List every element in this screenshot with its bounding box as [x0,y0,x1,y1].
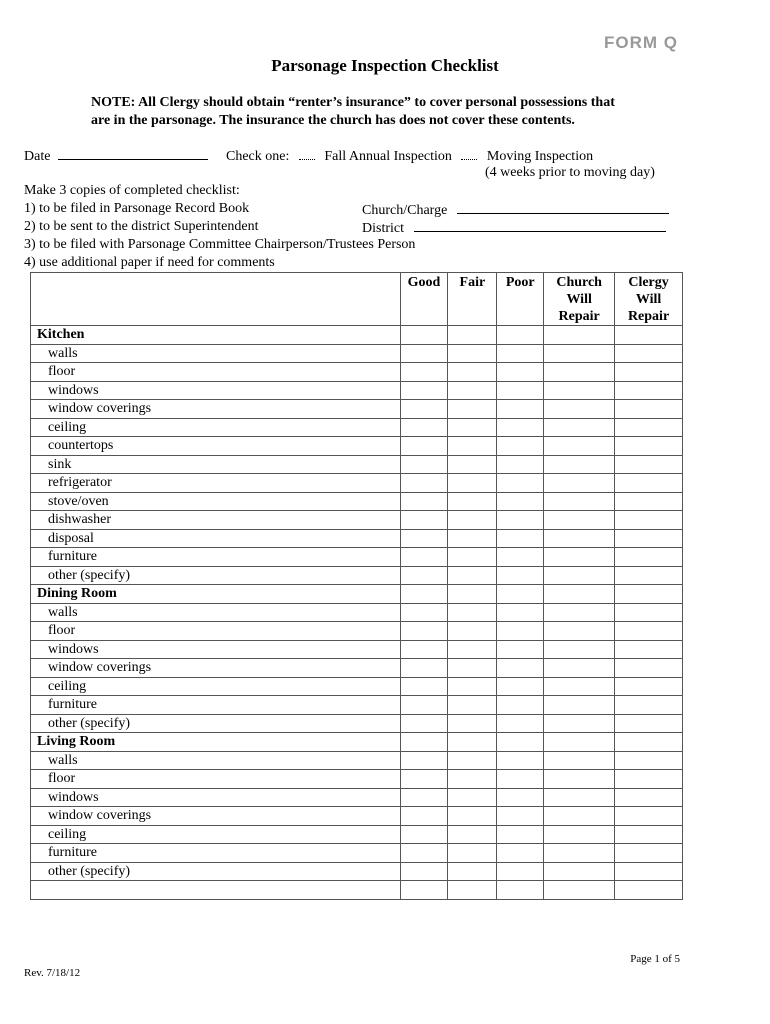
clergy-will-repair-cell[interactable] [615,529,683,548]
good-cell[interactable] [400,585,448,604]
good-cell[interactable] [400,788,448,807]
poor-cell[interactable] [497,770,544,789]
clergy-will-repair-cell[interactable] [615,881,683,900]
date-label: Date [24,149,51,164]
clergy-will-repair-cell[interactable] [615,714,683,733]
fair-cell[interactable] [448,640,497,659]
poor-cell[interactable] [497,492,544,511]
fair-cell[interactable] [448,566,497,585]
check-one-row [226,146,593,166]
good-cell[interactable] [400,455,448,474]
page-number: Page 1 of 5 [630,953,680,965]
fair-cell[interactable] [448,363,497,382]
poor-cell[interactable] [497,714,544,733]
good-cell[interactable] [400,437,448,456]
good-cell[interactable] [400,492,448,511]
copies-item: 4) use additional paper if need for comments [24,255,275,270]
church-will-repair-cell[interactable] [544,677,615,696]
fair-cell[interactable] [448,326,497,345]
checklist-item-label: refrigerator [31,474,401,493]
copies-item: 3) to be filed with Parsonage Committee Chairperson/Trustees Person [24,237,416,252]
fair-cell[interactable] [448,844,497,863]
clergy-will-repair-cell[interactable] [615,844,683,863]
poor-cell[interactable] [497,418,544,437]
church-will-repair-cell[interactable] [544,622,615,641]
poor-cell[interactable] [497,548,544,567]
date-row [24,146,208,166]
table-row [31,844,683,863]
church-header-line: Repair [558,309,600,324]
checklist-item-label: ceiling [31,418,401,437]
fair-cell[interactable] [448,751,497,770]
checklist-item-label: other (specify) [31,566,401,585]
clergy-will-repair-cell[interactable] [615,807,683,826]
church-will-repair-cell[interactable] [544,363,615,382]
church-will-repair-cell[interactable] [544,529,615,548]
checklist-item-label: other (specify) [31,862,401,881]
poor-cell[interactable] [497,603,544,622]
district-row [362,218,666,238]
poor-cell[interactable] [497,511,544,530]
table-row [31,400,683,419]
church-will-repair-cell[interactable] [544,825,615,844]
church-will-repair-cell[interactable] [544,844,615,863]
checklist-item-label: sink [31,455,401,474]
good-cell[interactable] [400,825,448,844]
note-line-2: are in the parsonage. The insurance the church has does not cover these contents. [91,113,575,128]
church-will-repair-cell[interactable] [544,585,615,604]
poor-cell[interactable] [497,696,544,715]
checklist-item-label: windows [31,381,401,400]
church-will-repair-cell[interactable] [544,659,615,678]
table-row [31,455,683,474]
church-will-repair-cell[interactable] [544,751,615,770]
item-column-header [31,273,401,326]
clergy-will-repair-cell[interactable] [615,381,683,400]
poor-cell[interactable] [497,862,544,881]
table-row [31,825,683,844]
moving-inspection-label: Moving Inspection [486,149,594,164]
date-field[interactable] [58,146,208,160]
checklist-item-label: dishwasher [31,511,401,530]
clergy-will-repair-cell[interactable] [615,585,683,604]
fair-cell[interactable] [448,622,497,641]
inspection-checklist-table [30,272,683,900]
room-name: Kitchen [31,326,401,345]
church-will-repair-cell[interactable] [544,381,615,400]
fair-cell[interactable] [448,529,497,548]
church-will-repair-cell[interactable] [544,603,615,622]
clergy-will-repair-cell[interactable] [615,548,683,567]
table-row [31,807,683,826]
table-row [31,622,683,641]
church-charge-row [362,200,669,220]
church-charge-field[interactable] [457,200,669,214]
checklist-item-label: ceiling [31,677,401,696]
fair-cell[interactable] [448,696,497,715]
checklist-body [31,326,683,900]
checklist-item-label: disposal [31,529,401,548]
good-cell[interactable] [400,381,448,400]
table-row [31,881,683,900]
clergy-will-repair-cell[interactable] [615,622,683,641]
church-will-repair-cell[interactable] [544,640,615,659]
table-row [31,603,683,622]
room-header-row [31,326,683,345]
good-cell[interactable] [400,566,448,585]
fall-inspection-checkbox[interactable] [299,146,315,160]
check-one-label: Check one: [226,149,290,164]
good-cell[interactable] [400,640,448,659]
clergy-will-repair-cell[interactable] [615,733,683,752]
clergy-will-repair-cell[interactable] [615,603,683,622]
poor-cell[interactable] [497,474,544,493]
checklist-item-label: stove/oven [31,492,401,511]
table-row [31,548,683,567]
church-will-repair-cell[interactable] [544,881,615,900]
poor-cell[interactable] [497,400,544,419]
church-will-repair-cell[interactable] [544,511,615,530]
checklist-item-label: window coverings [31,400,401,419]
table-row [31,659,683,678]
clergy-will-repair-cell[interactable] [615,363,683,382]
good-cell[interactable] [400,881,448,900]
church-will-repair-cell[interactable] [544,696,615,715]
room-name: Living Room [31,733,401,752]
poor-cell[interactable] [497,622,544,641]
clergy-will-repair-cell[interactable] [615,326,683,345]
table-row [31,677,683,696]
clergy-header-line: Clergy [628,275,669,290]
fair-cell[interactable] [448,733,497,752]
table-row [31,751,683,770]
fair-cell[interactable] [448,770,497,789]
room-name: Dining Room [31,585,401,604]
poor-cell[interactable] [497,733,544,752]
fair-cell[interactable] [448,381,497,400]
clergy-will-repair-column-header [615,273,683,326]
copies-item: 2) to be sent to the district Superintendent [24,219,259,234]
church-will-repair-cell[interactable] [544,455,615,474]
clergy-will-repair-cell[interactable] [615,770,683,789]
table-row [31,640,683,659]
checklist-item-label: windows [31,788,401,807]
clergy-will-repair-cell[interactable] [615,492,683,511]
church-will-repair-cell[interactable] [544,566,615,585]
fair-cell[interactable] [448,603,497,622]
good-cell[interactable] [400,603,448,622]
table-row [31,511,683,530]
clergy-will-repair-cell[interactable] [615,474,683,493]
checklist-item-label: walls [31,603,401,622]
checklist-item-label: walls [31,344,401,363]
church-will-repair-cell[interactable] [544,437,615,456]
poor-cell[interactable] [497,751,544,770]
checklist-item-label: floor [31,770,401,789]
church-header-line: Will [566,292,592,307]
good-cell[interactable] [400,733,448,752]
checklist-item-label: ceiling [31,825,401,844]
poor-cell[interactable] [497,455,544,474]
table-row [31,492,683,511]
table-row [31,566,683,585]
copies-label: Make 3 copies of completed checklist: [24,183,240,198]
checklist-item-label: floor [31,622,401,641]
good-cell[interactable] [400,363,448,382]
checklist-item-label: window coverings [31,807,401,826]
church-will-repair-cell[interactable] [544,326,615,345]
poor-cell[interactable] [497,381,544,400]
fair-column-header: Fair [448,273,497,326]
clergy-will-repair-cell[interactable] [615,751,683,770]
revision-date: Rev. 7/18/12 [24,967,81,979]
good-cell[interactable] [400,622,448,641]
table-row [31,788,683,807]
fair-cell[interactable] [448,659,497,678]
poor-cell[interactable] [497,677,544,696]
checklist-item-label: furniture [31,696,401,715]
poor-cell[interactable] [497,363,544,382]
church-will-repair-cell[interactable] [544,474,615,493]
clergy-will-repair-cell[interactable] [615,566,683,585]
church-will-repair-cell[interactable] [544,418,615,437]
poor-cell[interactable] [497,640,544,659]
fair-cell[interactable] [448,492,497,511]
district-field[interactable] [414,218,666,232]
good-cell[interactable] [400,807,448,826]
clergy-will-repair-cell[interactable] [615,400,683,419]
good-cell[interactable] [400,714,448,733]
clergy-will-repair-cell[interactable] [615,511,683,530]
clergy-header-line: Repair [627,309,670,324]
moving-inspection-checkbox[interactable] [461,146,477,160]
poor-cell[interactable] [497,344,544,363]
good-column-header: Good [400,273,448,326]
good-cell[interactable] [400,659,448,678]
fair-cell[interactable] [448,474,497,493]
good-cell[interactable] [400,844,448,863]
insurance-note [91,94,691,130]
table-row [31,862,683,881]
checklist-item-label: window coverings [31,659,401,678]
clergy-will-repair-cell[interactable] [615,862,683,881]
clergy-will-repair-cell[interactable] [615,437,683,456]
note-line-1: NOTE: All Clergy should obtain “renter’s insurance” to cover personal possessions that [91,95,615,110]
clergy-will-repair-cell[interactable] [615,418,683,437]
good-cell[interactable] [400,548,448,567]
clergy-will-repair-cell[interactable] [615,788,683,807]
table-row [31,696,683,715]
good-cell[interactable] [400,677,448,696]
poor-cell[interactable] [497,881,544,900]
good-cell[interactable] [400,400,448,419]
moving-note: (4 weeks prior to moving day) [485,165,655,180]
table-header-row [31,273,683,326]
good-cell[interactable] [400,326,448,345]
fair-cell[interactable] [448,585,497,604]
table-row [31,363,683,382]
poor-cell[interactable] [497,437,544,456]
clergy-will-repair-cell[interactable] [615,455,683,474]
poor-cell[interactable] [497,825,544,844]
district-label: District [362,221,404,236]
table-row [31,344,683,363]
good-cell[interactable] [400,474,448,493]
table-row [31,714,683,733]
poor-cell[interactable] [497,844,544,863]
church-will-repair-cell[interactable] [544,807,615,826]
clergy-will-repair-cell[interactable] [615,659,683,678]
poor-column-header: Poor [497,273,544,326]
table-row [31,381,683,400]
fair-cell[interactable] [448,714,497,733]
poor-cell[interactable] [497,807,544,826]
table-row [31,437,683,456]
clergy-header-line: Will [635,292,662,307]
poor-cell[interactable] [497,529,544,548]
poor-cell[interactable] [497,788,544,807]
checklist-item-label: furniture [31,548,401,567]
fair-cell[interactable] [448,455,497,474]
church-will-repair-cell[interactable] [544,400,615,419]
fair-cell[interactable] [448,437,497,456]
fair-cell[interactable] [448,788,497,807]
fair-cell[interactable] [448,807,497,826]
church-will-repair-cell[interactable] [544,862,615,881]
table-row [31,418,683,437]
table-row [31,770,683,789]
checklist-item-label: walls [31,751,401,770]
church-charge-label: Church/Charge [362,203,448,218]
church-will-repair-cell[interactable] [544,492,615,511]
poor-cell[interactable] [497,659,544,678]
good-cell[interactable] [400,529,448,548]
room-header-row [31,585,683,604]
good-cell[interactable] [400,862,448,881]
church-will-repair-cell[interactable] [544,344,615,363]
fair-cell[interactable] [448,548,497,567]
clergy-will-repair-cell[interactable] [615,825,683,844]
blank-item-cell [31,881,401,900]
poor-cell[interactable] [497,326,544,345]
checklist-item-label: floor [31,363,401,382]
table-row [31,474,683,493]
good-cell[interactable] [400,770,448,789]
church-header-line: Church [556,275,602,290]
copies-item: 1) to be filed in Parsonage Record Book [24,201,250,216]
checklist-item-label: furniture [31,844,401,863]
good-cell[interactable] [400,418,448,437]
church-will-repair-column-header [544,273,615,326]
clergy-will-repair-cell[interactable] [615,696,683,715]
checklist-item-label: other (specify) [31,714,401,733]
fair-cell[interactable] [448,825,497,844]
church-will-repair-cell[interactable] [544,714,615,733]
poor-cell[interactable] [497,585,544,604]
clergy-will-repair-cell[interactable] [615,677,683,696]
church-will-repair-cell[interactable] [544,770,615,789]
clergy-will-repair-cell[interactable] [615,640,683,659]
fair-cell[interactable] [448,862,497,881]
clergy-will-repair-cell[interactable] [615,344,683,363]
table-row [31,529,683,548]
page-title: Parsonage Inspection Checklist [271,56,499,75]
fair-cell[interactable] [448,511,497,530]
checklist-item-label: windows [31,640,401,659]
good-cell[interactable] [400,751,448,770]
church-will-repair-cell[interactable] [544,788,615,807]
room-header-row [31,733,683,752]
form-label: FORM Q [604,33,678,52]
fair-cell[interactable] [448,418,497,437]
fair-cell[interactable] [448,400,497,419]
fall-inspection-label: Fall Annual Inspection [324,149,452,164]
good-cell[interactable] [400,696,448,715]
fair-cell[interactable] [448,677,497,696]
checklist-item-label: countertops [31,437,401,456]
poor-cell[interactable] [497,566,544,585]
good-cell[interactable] [400,344,448,363]
church-will-repair-cell[interactable] [544,733,615,752]
good-cell[interactable] [400,511,448,530]
church-will-repair-cell[interactable] [544,548,615,567]
fair-cell[interactable] [448,881,497,900]
fair-cell[interactable] [448,344,497,363]
